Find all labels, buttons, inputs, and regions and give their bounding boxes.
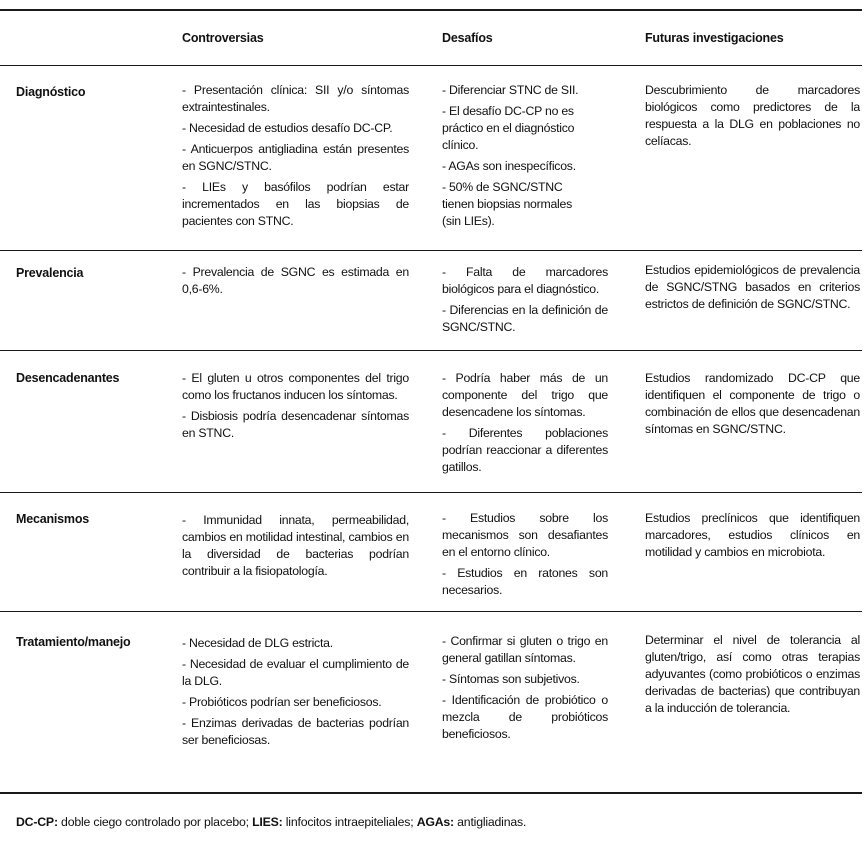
- row-label-desencadenantes: Desencadenantes: [16, 371, 120, 385]
- cell-desafios-prevalencia: [442, 264, 608, 340]
- paragraph: Estudios epidemiológicos de prevalencia de SGNC/STNG basados en criterios estrictos de definición de SGNC/STNC.: [645, 263, 860, 311]
- cell-futuras-desencadenantes: [645, 370, 860, 442]
- row-label-mecanismos: Mecanismos: [16, 512, 90, 526]
- list-item: - Diferencias en la definición de SGNC/STNC.: [442, 303, 608, 334]
- list-item: - Necesidad de estudios desafío DC-CP.: [182, 121, 393, 135]
- table-bottom-rule: [0, 792, 862, 794]
- header-controversias: Controversias: [182, 31, 264, 45]
- list-item: - Confirmar si gluten o trigo en general gatillan síntomas.: [442, 634, 608, 665]
- footnote-term: AGAs:: [416, 815, 454, 829]
- list-item: - 50% de SGNC/STNC tienen biopsias normales (sin LIEs).: [442, 180, 573, 228]
- paragraph: Descubrimiento de marcadores biológicos como predictores de la respuesta a la DLG en poblaciones no celíacas.: [645, 83, 860, 148]
- cell-controversias-mecanismos: [182, 512, 409, 584]
- paragraph: Estudios preclínicos que identifiquen marcadores, estudios clínicos en motilidad y cambios en microbiota.: [645, 511, 860, 559]
- list-item: - Presentación clínica: SII y/o síntomas extraintestinales.: [182, 83, 409, 114]
- list-item: - El gluten u otros componentes del trigo como los fructanos inducen los síntomas.: [182, 371, 409, 402]
- header-desafios: Desafíos: [442, 31, 493, 45]
- list-item: - Estudios en ratones son necesarios.: [442, 566, 608, 597]
- cell-futuras-diagnostico: [645, 82, 860, 154]
- list-item: - Prevalencia de SGNC es estimada en 0,6-6%.: [182, 265, 409, 296]
- footnote-text: linfocitos intraepiteliales;: [282, 815, 417, 829]
- list-item: - Disbiosis podría desencadenar síntomas en STNC.: [182, 409, 409, 440]
- cell-controversias-diagnostico: [182, 82, 409, 234]
- list-item: - Diferentes poblaciones podrían reaccionar a diferentes gatillos.: [442, 426, 608, 474]
- paragraph: Estudios randomizado DC-CP que identifiquen el componente de trigo o combinación de ellos que desencadenan síntomas en SGNC/STNC.: [645, 371, 860, 436]
- list-item: - Diferenciar STNC de SII.: [442, 83, 579, 97]
- list-item: - Necesidad de evaluar el cumplimiento de la DLG.: [182, 657, 409, 688]
- cell-futuras-mecanismos: [645, 510, 860, 565]
- header-divider: [0, 65, 862, 66]
- cell-controversias-tratamiento: [182, 635, 409, 753]
- list-item: - Enzimas derivadas de bacterias podrían ser beneficiosas.: [182, 716, 409, 747]
- list-item: - Síntomas son subjetivos.: [442, 672, 580, 686]
- row-divider: [0, 350, 862, 351]
- cell-controversias-prevalencia: [182, 264, 409, 302]
- cell-futuras-prevalencia: [645, 262, 860, 317]
- cell-desafios-mecanismos: [442, 510, 608, 603]
- cell-desafios-desencadenantes: [442, 370, 608, 480]
- row-label-diagnostico: Diagnóstico: [16, 85, 86, 99]
- cell-desafios-diagnostico: [442, 82, 587, 234]
- row-divider: [0, 611, 862, 612]
- cell-futuras-tratamiento: [645, 632, 860, 721]
- row-label-tratamiento: Tratamiento/manejo: [16, 635, 131, 649]
- row-label-prevalencia: Prevalencia: [16, 266, 84, 280]
- list-item: - Anticuerpos antigliadina están presentes en SGNC/STNC.: [182, 142, 409, 173]
- header-futuras-investigaciones: Futuras investigaciones: [645, 31, 784, 45]
- footnote-term: DC-CP:: [16, 815, 58, 829]
- paragraph: Determinar el nivel de tolerancia al gluten/trigo, así como otras terapias adyuvantes (como probióticos o enzimas derivadas de bacterias) que contribuyan a la inducción de tolerancia.: [645, 633, 860, 715]
- list-item: - Identificación de probiótico o mezcla de probióticos beneficiosos.: [442, 693, 608, 741]
- row-divider: [0, 492, 862, 493]
- list-item: - Podría haber más de un componente del trigo que desencadene los síntomas.: [442, 371, 608, 419]
- list-item: - Estudios sobre los mecanismos son desafiantes en el entorno clínico.: [442, 511, 608, 559]
- cell-controversias-desencadenantes: [182, 370, 409, 446]
- cell-desafios-tratamiento: [442, 633, 608, 747]
- table-top-rule: [0, 9, 862, 11]
- list-item: - Falta de marcadores biológicos para el diagnóstico.: [442, 265, 608, 296]
- list-item: - Immunidad innata, permeabilidad, cambios en motilidad intestinal, cambios en la diversidad de bacterias podrían contribuir a la fisiopatología.: [182, 513, 409, 578]
- row-divider: [0, 250, 862, 251]
- list-item: - El desafío DC-CP no es práctico en el diagnóstico clínico.: [442, 104, 575, 152]
- footnote-text: doble ciego controlado por placebo;: [57, 815, 253, 829]
- list-item: - Probióticos podrían ser beneficiosos.: [182, 695, 382, 709]
- list-item: - Necesidad de DLG estricta.: [182, 636, 333, 650]
- footnote-term: LIES:: [252, 815, 283, 829]
- footnote-text: antigliadinas.: [453, 815, 527, 829]
- table-footnote: [16, 814, 526, 831]
- list-item: - LIEs y basófilos podrían estar incrementados en las biopsias de pacientes con STNC.: [182, 180, 409, 228]
- list-item: - AGAs son inespecíficos.: [442, 159, 576, 173]
